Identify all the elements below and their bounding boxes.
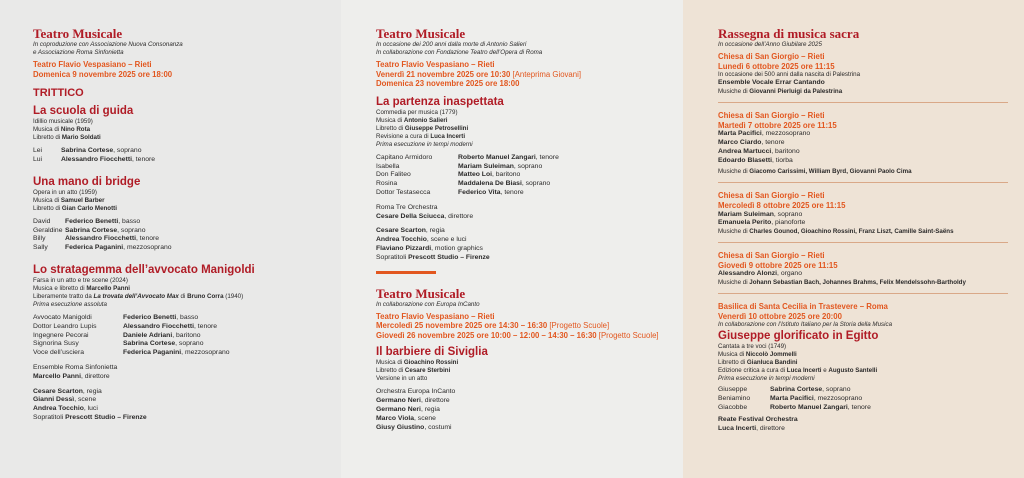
libretto-credit: Libretto di Giuseppe Petrosellini xyxy=(376,124,469,132)
column-musica-sacra xyxy=(683,0,1024,478)
cast-role: Lei xyxy=(33,147,43,155)
divider xyxy=(718,182,1008,183)
cast-list xyxy=(376,154,683,198)
cast-member: Alessandro Fiocchetti, tenore xyxy=(123,322,218,330)
opera-title: Giuseppe glorificato in Egitto xyxy=(718,330,879,343)
cast-member: Sabrina Cortese, soprano xyxy=(123,340,204,348)
cast-member: Sabrina Cortese, soprano xyxy=(770,386,851,394)
column-salieri-rossini xyxy=(341,0,683,478)
event-date: Venerdì 10 ottobre 2025 ore 20:00 xyxy=(718,311,842,321)
performer: Emanuela Perito, pianoforte xyxy=(718,219,806,227)
music-credit: Musiche di Johann Sebastian Bach, Johannes Brahms, Felix Mendelssohn-Bartholdy xyxy=(718,279,966,287)
event-date: Mercoledì 8 ottobre 2025 ore 11:15 xyxy=(718,200,846,210)
source-credit: Liberamente tratto da La trovata dell’Avvocato Max di Bruno Corra (1940) xyxy=(33,292,244,300)
intro-line: In occasione dell’Anno Giubilare 2025 xyxy=(718,41,822,48)
cast-role: Giacobbe xyxy=(718,403,748,411)
opera-genre: Commedia per musica (1779) xyxy=(376,108,458,116)
cast-role: Voce dell’usciera xyxy=(33,349,85,357)
cast-role: Ingegnere Pecorai xyxy=(33,331,89,339)
venue: Chiesa di San Giorgio – Rieti xyxy=(718,52,825,61)
crew-member: Gianni Dessì, scene xyxy=(33,396,97,404)
cast-member: Daniele Adriani, baritono xyxy=(123,331,201,339)
music-credit: Musiche di Giacomo Carissimi, William Byrd, Giovanni Paolo Cima xyxy=(718,168,912,176)
divider xyxy=(718,293,1008,294)
premiere-note: Prima esecuzione in tempi moderni xyxy=(376,140,473,148)
venue: Chiesa di San Giorgio – Rieti xyxy=(718,110,825,120)
conductor: Cesare Della Sciucca, direttore xyxy=(376,212,474,220)
crew-member: Andrea Tocchio, luci xyxy=(33,405,98,413)
ensemble: Ensemble Vocale Errar Cantando xyxy=(718,79,825,87)
cast-role: Giuseppe xyxy=(718,386,748,394)
music-credit: Musica di Gioachino Rossini xyxy=(376,359,459,367)
cast-member: Matteo Loi, baritono xyxy=(458,171,521,179)
surtitles-credit: Sopratitoli Prescott Studio – Firenze xyxy=(376,253,490,261)
performer: Marta Pacifici, mezzosoprano xyxy=(718,130,811,138)
libretto-credit: Libretto di Mario Soldati xyxy=(33,134,101,142)
performer: Mariam Suleiman, soprano xyxy=(718,210,803,218)
opera-genre: Cantata a tre voci (1749) xyxy=(718,343,787,351)
cast-role: Don Faliteo xyxy=(376,171,411,179)
premiere-note: Prima esecuzione assoluta xyxy=(33,300,107,308)
music-credit: Musica di Samuel Barber xyxy=(33,196,105,204)
venue: Teatro Flavio Vespasiano – Rieti xyxy=(376,60,495,69)
intro-line: In collaborazione con Europa InCanto xyxy=(376,300,480,308)
opera-genre: Idillio musicale (1959) xyxy=(33,118,93,126)
cast-role: Billy xyxy=(33,235,46,243)
crew-member: Marco Viola, scene xyxy=(376,414,436,422)
music-credit: Musica e libretto di Marcello Panni xyxy=(33,284,130,292)
cast-role: Dottor Leandro Lupis xyxy=(33,322,97,330)
event-date: Mercoledì 25 novembre 2025 ore 14:30 – 16:30 [Progetto Scuole] xyxy=(376,321,610,331)
crew-member: Cesare Scarton, regia xyxy=(33,387,102,395)
music-credit: Musica di Niccolò Jommelli xyxy=(718,351,797,359)
crew-member: Germano Neri, regia xyxy=(376,405,440,413)
cast-role: Beniamino xyxy=(718,395,751,403)
orchestra: Ensemble Roma Sinfonietta xyxy=(33,363,118,371)
event-note: In occasione dei 500 anni dalla nascita di Palestrina xyxy=(718,71,861,79)
opera-title: Una mano di bridge xyxy=(33,175,141,188)
venue: Chiesa di San Giorgio – Rieti xyxy=(718,251,825,261)
event-date: Domenica 9 novembre 2025 ore 18:00 xyxy=(33,69,173,79)
performer: Edoardo Blasetti, tiorba xyxy=(718,156,793,164)
cast-role: Sally xyxy=(33,244,48,252)
revision-credit: Revisione a cura di Luca Incerti xyxy=(376,132,466,140)
music-credit: Musiche di Giovanni Pierluigi da Palestrina xyxy=(718,87,843,95)
cast-list xyxy=(33,147,341,165)
event-date: Giovedì 26 novembre 2025 ore 10:00 – 12:00 – 14:30 – 16:30 [Progetto Scuole] xyxy=(376,330,659,340)
orchestra: Orchestra Europa InCanto xyxy=(376,388,456,396)
performer: Andrea Martucci, baritono xyxy=(718,147,800,155)
opera-title: Lo stratagemma dell’avvocato Manigoldi xyxy=(33,263,255,276)
version-note: Versione in un atto xyxy=(376,375,428,383)
cast-member: Sabrina Cortese, soprano xyxy=(65,226,146,234)
cast-role: Dottor Testasecca xyxy=(376,188,431,196)
cast-list xyxy=(718,386,1024,412)
opera-title: La scuola di guida xyxy=(33,105,134,118)
intro-line: In collaborazione con Fondazione Teatro dell’Opera di Roma xyxy=(376,49,543,56)
intro-line: In coproduzione con Associazione Nuova Consonanza xyxy=(33,41,183,48)
libretto-credit: Libretto di Cesare Sterbini xyxy=(376,367,451,375)
cast-member: Federica Paganini, mezzosoprano xyxy=(65,244,172,252)
cast-member: Federico Benetti, basso xyxy=(65,217,141,225)
cast-member: Marta Pacifici, mezzosoprano xyxy=(770,395,863,403)
premiere-note: Prima esecuzione in tempi moderni xyxy=(718,375,815,383)
cast-member: Federica Paganini, mezzosoprano xyxy=(123,349,230,357)
divider xyxy=(718,242,1008,243)
opera-genre: Farsa in un atto e tre scene (2024) xyxy=(33,276,128,284)
cast-member: Maddalena De Biasi, soprano xyxy=(458,180,551,188)
program-title: TRITTICO xyxy=(33,87,84,100)
cast-member: Sabrina Cortese, soprano xyxy=(61,147,142,155)
crew-member: Giusy Giustino, costumi xyxy=(376,423,452,431)
conductor: Luca Incerti, direttore xyxy=(718,424,785,432)
section-divider xyxy=(376,271,436,274)
conductor: Marcello Panni, direttore xyxy=(33,372,110,380)
cast-role: Signorina Susy xyxy=(33,340,79,348)
orchestra: Roma Tre Orchestra xyxy=(376,203,438,211)
divider xyxy=(718,102,1008,103)
intro-line: In occasione dei 200 anni dalla morte di Antonio Salieri xyxy=(376,41,527,48)
cast-list xyxy=(33,218,341,253)
event-date: Giovedì 9 ottobre 2025 ore 11:15 xyxy=(718,260,838,270)
venue: Basilica di Santa Cecilia in Trastevere – Roma xyxy=(718,302,888,312)
opera-genre: Opera in un atto (1959) xyxy=(33,188,97,196)
event-date: Lunedì 6 ottobre 2025 ore 11:15 xyxy=(718,61,835,71)
surtitles-credit: Sopratitoli Prescott Studio – Firenze xyxy=(33,413,147,421)
venue: Teatro Flavio Vespasiano – Rieti xyxy=(33,60,152,69)
music-credit: Musica di Antonio Salieri xyxy=(376,116,448,124)
crew-member: Germano Neri, direttore xyxy=(376,397,450,405)
edition-credit: Edizione critica a cura di Luca Incerti e Augusto Santelli xyxy=(718,367,878,375)
cast-member: Roberto Manuel Zangari, tenore xyxy=(458,153,559,161)
crew-member: Andrea Tocchio, scene e luci xyxy=(376,236,467,244)
opera-title: Il barbiere di Siviglia xyxy=(376,346,488,359)
libretto-credit: Libretto di Gianluca Bandini xyxy=(718,359,798,367)
crew-member: Cesare Scarton, regia xyxy=(376,227,445,235)
cast-role: Rosina xyxy=(376,180,398,188)
cast-role: Capitano Armidoro xyxy=(376,153,433,161)
cast-role: Isabella xyxy=(376,162,400,170)
opera-title: La partenza inaspettata xyxy=(376,95,504,108)
event-date: Martedì 7 ottobre 2025 ore 11:15 xyxy=(718,120,837,130)
cast-member: Roberto Manuel Zangari, tenore xyxy=(770,403,871,411)
libretto-credit: Libretto di Gian Carlo Menotti xyxy=(33,204,117,212)
event-date: Domenica 23 novembre 2025 ore 18:00 xyxy=(376,79,520,89)
cast-role: Geraldine xyxy=(33,226,63,234)
section-title: Teatro Musicale xyxy=(33,26,123,41)
music-credit: Musiche di Charles Gounod, Gioachino Rossini, Franz Liszt, Camille Saint-Saëns xyxy=(718,228,954,236)
section-title: Teatro Musicale xyxy=(376,26,466,41)
intro-line: e Associazione Roma Sinfonietta xyxy=(33,49,124,56)
crew-member: Flaviano Pizzardi, motion graphics xyxy=(376,244,483,252)
venue: Teatro Flavio Vespasiano – Rieti xyxy=(376,311,495,321)
venue: Chiesa di San Giorgio – Rieti xyxy=(718,191,825,201)
cast-role: Avvocato Manigoldi xyxy=(33,313,92,321)
music-credit: Musica di Nino Rota xyxy=(33,126,91,134)
event-date: Venerdì 21 novembre 2025 ore 10:30 [Anteprima Giovani] xyxy=(376,69,582,79)
cast-member: Alessandro Fiocchetti, tenore xyxy=(65,235,160,243)
cast-member: Federico Vita, tenore xyxy=(458,188,524,196)
section-title: Teatro Musicale xyxy=(376,285,466,301)
column-trittico xyxy=(0,0,341,478)
cast-member: Federico Benetti, basso xyxy=(123,313,199,321)
performer: Alessandro Alonzi, organo xyxy=(718,270,802,278)
cast-role: Lui xyxy=(33,155,43,163)
cast-member: Mariam Suleiman, soprano xyxy=(458,162,543,170)
cast-list xyxy=(33,314,341,358)
performer: Marco Ciardo, tenore xyxy=(718,138,785,146)
event-note: In collaborazione con l’Istituto Italiano per la Storia della Musica xyxy=(718,321,893,329)
orchestra: Reate Festival Orchestra xyxy=(718,415,798,423)
cast-role: David xyxy=(33,217,51,225)
section-title: Rassegna di musica sacra xyxy=(718,26,860,41)
cast-member: Alessandro Fiocchetti, tenore xyxy=(61,155,156,163)
